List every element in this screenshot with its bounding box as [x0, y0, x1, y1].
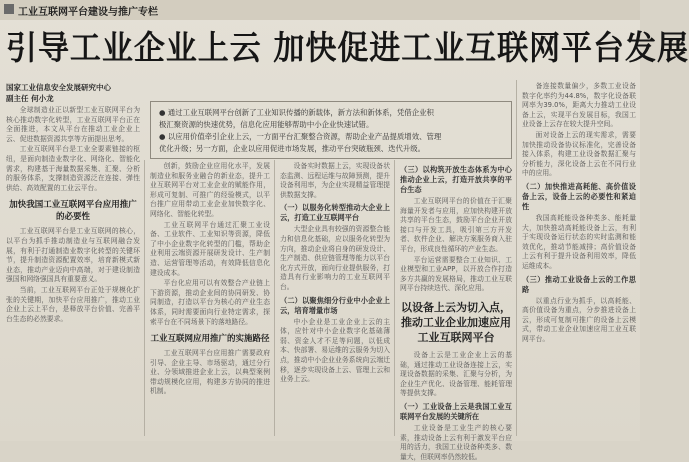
- paragraph: 全球制造业正以新型工业互联网平台为核心推动数字化转型，工业互联网平台正在全面推进，本文从平台在推动工业企业上云、促进数据资源共享等方面提出思考。: [6, 106, 140, 143]
- paragraph: 工业互联网平台通过汇聚工业设备、工业软件、工业知识等资源，降低了中小企业数字化转型的门槛，帮助企业利用云端资源开展研发设计、生产制造、运营管理等活动，有效降低信息化建设成本。: [150, 220, 270, 277]
- column-title: 工业互联网平台建设与推广专栏: [18, 7, 158, 18]
- paragraph: 设备上云是工业企业上云的基础，通过推动工业设备连接上云，实现设备数据的采集、汇聚与分析，为企业生产优化、设备管理、能耗管理等提供支撑。: [400, 350, 512, 398]
- paragraph: 工业互联网平台是工业互联网的核心，以平台为抓手推动制造业与互联网融合发展，有利于打通制造业数字化转型的关键环节，提升制造资源配置效率，培育新模式新业态，推动产业迈向中高端，对于建设制造强国和网络强国具有重要意义。: [6, 227, 140, 284]
- paragraph: 平台运营需要整合工业知识、工业模型和工业APP，以开放合作打造多方共赢的发展格局，推动工业互联网平台持续迭代、深化应用。: [400, 255, 512, 293]
- article-column-4: [400, 162, 512, 461]
- summary-box: [150, 101, 512, 159]
- paragraph: 工业设备是工业生产的核心要素，推动设备上云有利于激发平台应用的活力，我国工业设备种类多、数量大，但联网率仍然较低。: [400, 423, 512, 461]
- paragraph: 面对设备上云的现实需求，需要加快推动设备协议标准化，完善设备接入体系，构建工业设备数据汇聚与分析能力，深化设备上云在不同行业中的应用。: [522, 130, 636, 178]
- column-mark-icon: [4, 4, 14, 14]
- byline-organization: 国家工业信息安全发展研究中心: [6, 83, 111, 92]
- column-divider: [394, 160, 395, 436]
- column-banner: [0, 0, 640, 20]
- section-heading: （三）推动工业设备上云的工作思路: [522, 274, 636, 294]
- summary-line-4: 优化升级；另一方面，企业以应用促进市场发展，推动平台突破瓶颈、迭代升级。: [159, 144, 426, 153]
- column-divider: [274, 160, 275, 436]
- column-divider: [144, 160, 145, 436]
- article-column-5: [522, 82, 636, 436]
- paragraph: 大型企业具有较强的资源整合能力和信息化基础，应以服务化转型为方向，推动企业将自身的研发设计、生产制造、供应链管理等能力以平台化方式开放，面向行业提供服务，打造具有行业影响力的工业互联网平台。: [280, 225, 390, 291]
- article-column-3: [280, 162, 390, 436]
- section-heading: （三）以构筑开放生态体系为中心推动企业上云，打造开放共享的平台生态: [400, 165, 512, 194]
- paragraph: 备连接数量偏少，多数工业设备数字化率约为44.8%，数字化设备联网率为39.0%，距离大力推动工业设备上云，实现平台发展目标，我国工业设备上云存在较大提升空间。: [522, 82, 636, 129]
- paragraph: 以重点行业为抓手，以高耗能、高价值设备为重点，分步推进设备上云，形成可复制可推广的设备上云模式，带动工业企业加速应用工业互联网平台。: [522, 296, 636, 343]
- summary-line-1: ● 通过工业互联网平台创新了工业知识传播的新载体，新方法和新体系，凭借企业积: [159, 108, 434, 117]
- section-heading-large: 以设备上云为切入点，推动工业企业加速应用工业互联网平台: [401, 300, 511, 344]
- section-heading: （一）工业设备上云是我国工业互联网平台发展的关键所在: [400, 401, 512, 421]
- section-heading: （二）以聚焦细分行业中小企业上云，培育增量市场: [280, 295, 390, 315]
- paragraph: 设备实时数据上云，实现设备状态监测、远程运维与故障预测，提升设备利用率，为企业实现精益管理提供数据支撑。: [280, 162, 390, 199]
- paragraph: 创新，鼓励企业应用化水平，发展制造业和服务业融合的新业态，提升工业互联网平台对工业企业的赋能作用，形成可复制、可推广的经验模式，以平台推广应用带动工业企业加快数字化、网络化、智能化转型。: [150, 162, 270, 218]
- section-heading: （一）以服务化转型推动大企业上云，打造工业互联网平台: [280, 203, 390, 223]
- paragraph: 工业互联网平台应用推广需要政府引导、企业主导、市场驱动，通过分行业、分领域推进企业上云，以典型案例带动规模化应用，构建多方协同的推进机制。: [150, 349, 270, 396]
- paragraph: 中小企业是工业企业上云的主体，应针对中小企业数字化基础薄弱、资金人才不足等问题，以低成本、快部署、易运维的云服务为切入点，推动中小企业业务系统向云端迁移，逐步实现设备上云、管理上云和业务上云。: [280, 317, 390, 384]
- article-column-2: [150, 162, 270, 436]
- headline: 引导工业企业上云 加快促进工业互联网平台发展: [6, 28, 689, 67]
- byline-author: 副主任 何小龙: [6, 94, 54, 103]
- paragraph: 工业互联网平台是工业全要素链接的枢纽，是面向制造业数字化、网络化、智能化需求，构建基于海量数据采集、汇聚、分析的服务体系，支撑制造资源泛在连接、弹性供给、高效配置的工业云平台。: [6, 145, 140, 192]
- paragraph: 平台化应用可以有效整合产业链上下游资源，推动企业间的协同研发、协同制造，打造以平台为核心的产业生态体系，同时需要面向行业特定需求，探索平台在不同场景下的落地路径。: [150, 279, 270, 326]
- summary-line-2: 极汇聚资源的快速优势，信息化应用能够帮助中小企业快速试错。: [159, 120, 374, 129]
- paragraph: 工业互联网平台的价值在于汇聚海量开发者与应用，应加快构建开放共享的平台生态，鼓励平台企业开放接口与开发工具，吸引第三方开发者、软件企业、解决方案服务商入驻平台，形成良性循环的产业生态。: [400, 197, 512, 253]
- summary-line-3: ● 以应用价值牵引企业上云，一方面平台汇聚整合资源，帮助企业产品提质增效、管理: [159, 132, 442, 141]
- paragraph: 当前，工业互联网平台正处于规模化扩张的关键期，加快平台应用推广，推动工业企业上云上平台，是释放平台价值、完善平台生态的必然要求。: [6, 285, 140, 323]
- paragraph: 我国高耗能设备种类多、能耗量大，加快推动高耗能设备上云，有利于实现设备运行状态的实时监测和能效优化，推动节能减排；高价值设备上云有利于提升设备利用效率，降低运维成本。: [522, 213, 636, 270]
- section-heading: 加快我国工业互联网平台应用推广的必要性: [9, 200, 137, 223]
- article-column-1: [6, 106, 140, 436]
- section-heading: 工业互联网应用推广的实施路径: [150, 334, 270, 345]
- byline: [6, 82, 138, 104]
- section-heading: （二）加快推进高耗能、高价值设备上云，设备上云的必要性和紧迫性: [522, 181, 636, 211]
- column-divider: [516, 80, 517, 436]
